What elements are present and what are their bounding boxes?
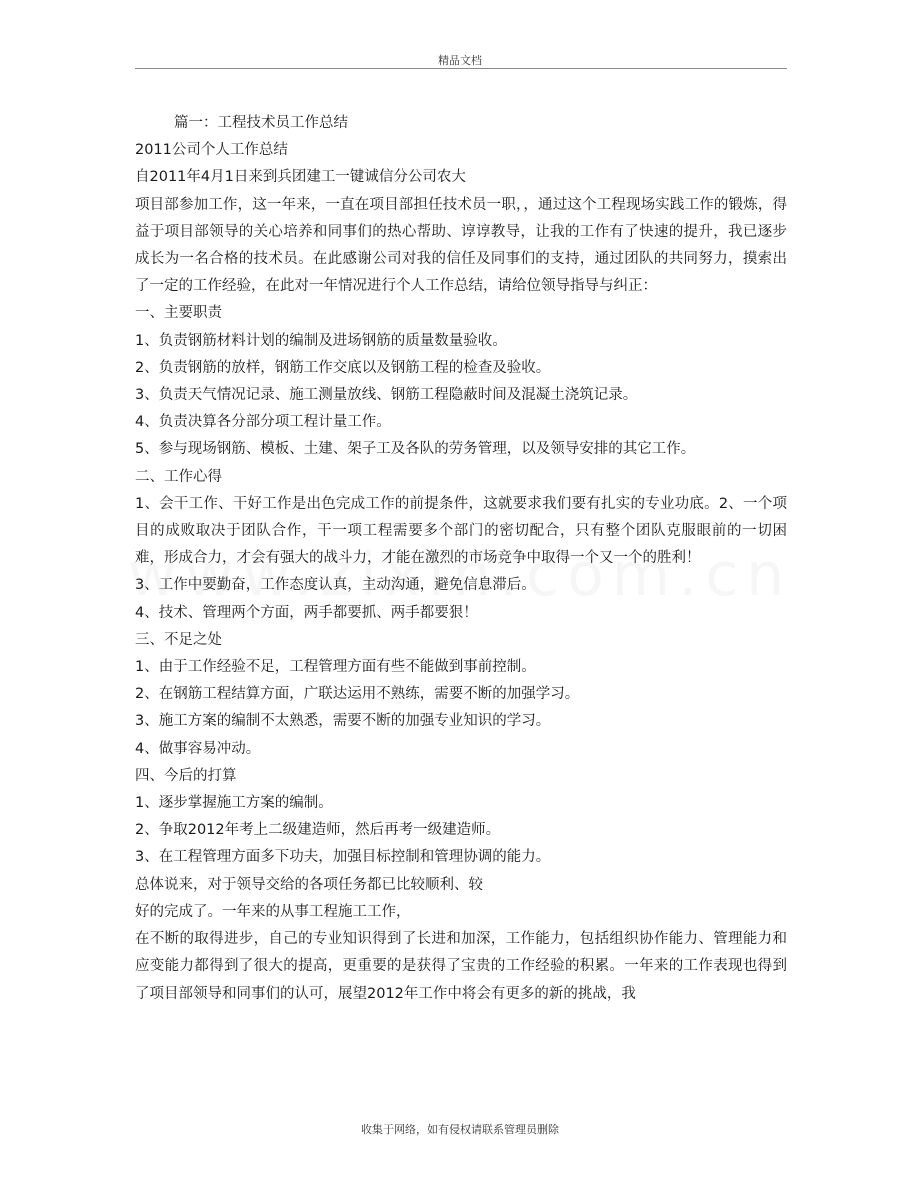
doc-line-year: 2011公司个人工作总结: [135, 142, 288, 159]
header-divider: [135, 68, 787, 69]
duty-item: 2、负责钢筋的放样，钢筋工作交底以及钢筋工程的检查及验收。: [135, 359, 551, 376]
shortcoming-item: 1、由于工作经验不足，工程管理方面有些不能做到事前控制。: [135, 659, 536, 676]
duty-item: 3、负责天气情况记录、施工测量放线、钢筋工程隐蔽时间及混凝土浇筑记录。: [135, 387, 638, 404]
section-heading-plans: 四、今后的打算: [135, 767, 237, 784]
plan-item: 1、逐步掌握施工方案的编制。: [135, 795, 333, 812]
document-body: [135, 110, 787, 1008]
section-heading-experience: 二、工作心得: [135, 468, 222, 485]
shortcoming-item: 3、施工方案的编制不太熟悉，需要不断的加强专业知识的学习。: [135, 713, 551, 730]
intro-paragraph: 项目部参加工作，这一年来，一直在项目部担任技术员一职，，通过这个工程现场实践工作的锻炼，得益于项目部领导的关心培养和同事们的热心帮助、谆谆教导，让我的工作有了快速的提升，我已逐步成长为一名合格的技术员。在此感谢公司对我的信任及同事们的支持，通过团队的共同努力，摸索出了一定的工作经验，在此对一年情况进行个人工作总结，请给位领导指导与纠正：: [135, 196, 787, 295]
page-footer: 收集于网络，如有侵权请联系管理员删除: [361, 1123, 559, 1136]
plan-item: 3、在工程管理方面多下功夫，加强目标控制和管理协调的能力。: [135, 849, 551, 866]
duty-item: 1、负责钢筋材料计划的编制及进场钢筋的质量数量验收。: [135, 332, 507, 349]
experience-item: 3、工作中要勤奋，工作态度认真，主动沟通，避免信息滞后。: [135, 577, 536, 594]
section-heading-shortcomings: 三、不足之处: [135, 631, 222, 648]
experience-item: 4、技术、管理两个方面，两手都要抓、两手都要狠！: [135, 604, 478, 621]
duty-item: 5、参与现场钢筋、模板、土建、架子工及各队的劳务管理，以及领导安排的其它工作。: [135, 441, 696, 458]
shortcoming-item: 4、做事容易冲动。: [135, 740, 261, 757]
plan-item: 2、争取2012年考上二级建造师，然后再考一级建造师。: [135, 822, 501, 839]
document-title: 篇一：工程技术员工作总结: [174, 115, 348, 131]
closing-line: 好的完成了。一年来的从事工程施工工作，: [135, 903, 411, 920]
closing-paragraph: 在不断的取得进步，自己的专业知识得到了长进和加深，工作能力，包括组织协作能力、管理能力和应变能力都得到了很大的提高，更重要的是获得了宝贵的工作经验的积累。一年来的工作表现也得到了项目部领导和同事们的认可，展望2012年工作中将会有更多的新的挑战，我: [135, 931, 787, 1002]
section-heading-duties: 一、主要职责: [135, 305, 222, 322]
experience-paragraph: 1、会干工作、干好工作是出色完成工作的前提条件，这就要求我们要有扎实的专业功底。2、一个项目的成败取决于团队合作，干一项工程需要多个部门的密切配合，只有整个团队克服眼前的一切困难，形成合力，才会有强大的战斗力，才能在激烈的市场竞争中取得一个又一个的胜利！: [135, 495, 787, 567]
shortcoming-item: 2、在钢筋工程结算方面，广联达运用不熟练，需要不断的加强学习。: [135, 686, 580, 703]
closing-line: 总体说来，对于领导交给的各项任务都已比较顺利、较: [135, 876, 483, 893]
doc-line-since: 自2011年4月1日来到兵团建工一键诚信分公司农大: [135, 169, 466, 186]
page-header: 精品文档: [438, 54, 482, 67]
duty-item: 4、负责决算各分部分项工程计量工作。: [135, 414, 391, 431]
